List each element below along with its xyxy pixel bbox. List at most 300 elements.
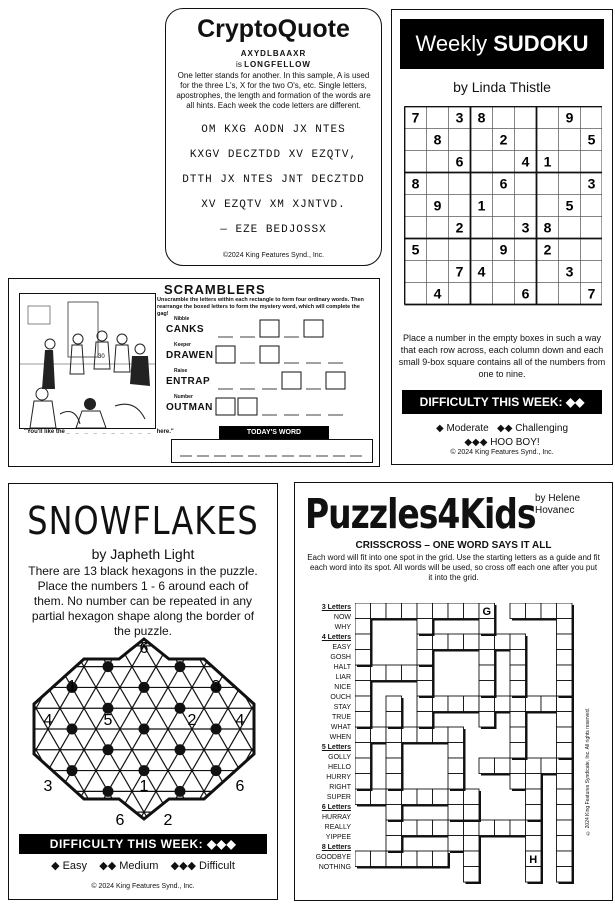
sudoku-cell[interactable]: [493, 283, 515, 305]
crisscross-cell[interactable]: [526, 789, 542, 805]
crisscross-cell[interactable]: [495, 696, 511, 712]
crisscross-cell[interactable]: [448, 696, 464, 712]
crisscross-cell[interactable]: [386, 603, 402, 619]
crisscross-cell[interactable]: [479, 681, 495, 697]
crisscross-cell[interactable]: [448, 634, 464, 650]
crisscross-cell[interactable]: [479, 820, 495, 836]
crisscross-cell[interactable]: [402, 851, 418, 867]
word-list-item: SUPER: [326, 794, 351, 801]
sudoku-cell[interactable]: [581, 195, 603, 217]
sudoku-given-digit: 7: [411, 109, 420, 126]
crisscross-cell[interactable]: [371, 789, 387, 805]
crisscross-cell[interactable]: [371, 727, 387, 743]
sudoku-cell[interactable]: [405, 107, 427, 129]
crisscross-cell[interactable]: [510, 665, 526, 681]
crisscross-grid[interactable]: [355, 603, 580, 893]
crisscross-cell[interactable]: [448, 774, 464, 790]
crisscross-cell[interactable]: [510, 712, 526, 728]
snowflake-given-number: 6: [235, 778, 245, 795]
crisscross-cell[interactable]: [355, 774, 371, 790]
scrambler-word: DRAWEN: [166, 350, 214, 361]
crisscross-cell[interactable]: [386, 727, 402, 743]
sudoku-cell[interactable]: [559, 107, 581, 129]
sudoku-cell[interactable]: [537, 107, 559, 129]
sudoku-cell[interactable]: [515, 217, 537, 239]
snowflake-given-number: 4: [235, 712, 245, 729]
crisscross-cell[interactable]: [433, 820, 449, 836]
sudoku-cell[interactable]: [515, 129, 537, 151]
crisscross-cell[interactable]: [464, 789, 480, 805]
crisscross-cell[interactable]: [433, 603, 449, 619]
black-hexagon-center: [67, 724, 78, 735]
crisscross-cell[interactable]: [526, 758, 542, 774]
crisscross-cell[interactable]: [479, 665, 495, 681]
crisscross-cell[interactable]: [386, 851, 402, 867]
sudoku-given-digit: 9: [433, 197, 442, 214]
sudoku-cell[interactable]: [427, 217, 449, 239]
sudoku-cell[interactable]: [559, 283, 581, 305]
crisscross-cell[interactable]: [557, 867, 573, 883]
crisscross-cell[interactable]: [433, 727, 449, 743]
crisscross-cell[interactable]: [386, 820, 402, 836]
sudoku-cell[interactable]: [449, 283, 471, 305]
sudoku-cell[interactable]: [471, 283, 493, 305]
sudoku-cell[interactable]: [471, 217, 493, 239]
quote-end: here.": [156, 429, 174, 435]
word-list-item: YIPPEE: [325, 834, 351, 841]
sudoku-cell[interactable]: [581, 129, 603, 151]
sudoku-cell[interactable]: [581, 239, 603, 261]
sudoku-cell[interactable]: [493, 151, 515, 173]
crisscross-cell[interactable]: [386, 743, 402, 759]
sudoku-cell[interactable]: [427, 151, 449, 173]
sudoku-cell[interactable]: [449, 151, 471, 173]
todays-word-label: TODAY'S WORD: [219, 426, 329, 439]
sudoku-given-digit: 2: [455, 219, 464, 236]
crisscross-cell[interactable]: [386, 805, 402, 821]
crisscross-cell[interactable]: [371, 665, 387, 681]
sudoku-cell[interactable]: [537, 173, 559, 195]
kids-vertical-copyright: © 2024 King Features Syndicate, Inc. All rights reserved.: [585, 708, 591, 836]
sudoku-cell[interactable]: [537, 261, 559, 283]
sudoku-cell[interactable]: [471, 151, 493, 173]
snowflakes-title: SNOWFLAKES: [27, 498, 259, 544]
sudoku-cell[interactable]: [449, 173, 471, 195]
crisscross-cell[interactable]: [526, 805, 542, 821]
sudoku-cell[interactable]: [515, 151, 537, 173]
crisscross-cell[interactable]: [510, 681, 526, 697]
sudoku-cell[interactable]: [449, 195, 471, 217]
sudoku-given-digit: 2: [543, 241, 552, 258]
sudoku-given-digit: 4: [521, 153, 530, 170]
sudoku-given-digit: 8: [477, 109, 486, 126]
black-hexagon-center: [211, 724, 222, 735]
sudoku-cell[interactable]: [515, 173, 537, 195]
crisscross-cell[interactable]: [355, 681, 371, 697]
sudoku-instructions: Place a number in the empty boxes in such a way that each row across, each column down and each small 9-box square contains all of the numbers from one to nine.: [398, 333, 606, 379]
sudoku-cell[interactable]: [581, 173, 603, 195]
sudoku-given-digit: 6: [455, 153, 464, 170]
sudoku-cell[interactable]: [471, 239, 493, 261]
scrambler-word: ENTRAP: [166, 376, 211, 387]
sudoku-cell[interactable]: [581, 217, 603, 239]
word-list-item: HURRY: [326, 774, 351, 781]
crisscross-cell[interactable]: [541, 603, 557, 619]
sudoku-cell[interactable]: [427, 107, 449, 129]
crisscross-cell[interactable]: [495, 758, 511, 774]
snowflake-given-number: 4: [43, 712, 53, 729]
sudoku-cell[interactable]: [405, 239, 427, 261]
sudoku-cell[interactable]: [559, 151, 581, 173]
kids-instructions: Each word will fit into one spot in the grid. Use the starting letters as a guide and fit each word into its spot. All words will be used, so cross off each one after you put it into the grid.: [307, 553, 600, 582]
level-hooboy: ◆◆◆ HOO BOY!: [464, 437, 540, 448]
snowflake-given-number: 3: [211, 678, 221, 695]
sudoku-cell[interactable]: [515, 239, 537, 261]
crisscross-cell[interactable]: [355, 789, 371, 805]
crisscross-cell[interactable]: [448, 758, 464, 774]
crisscross-cell[interactable]: [510, 758, 526, 774]
sudoku-cell[interactable]: [449, 239, 471, 261]
word-list-item: HELLO: [328, 764, 351, 771]
crisscross-cell[interactable]: [371, 603, 387, 619]
crisscross-cell[interactable]: [402, 789, 418, 805]
sudoku-cell[interactable]: [449, 107, 471, 129]
black-hexagon-center: [139, 724, 150, 735]
crisscross-cell[interactable]: [479, 619, 495, 635]
crisscross-cell[interactable]: [355, 634, 371, 650]
sudoku-cell[interactable]: [559, 173, 581, 195]
scrambler-answer-blanks[interactable]: [214, 345, 364, 367]
sudoku-cell[interactable]: [449, 261, 471, 283]
crisscross-cell[interactable]: [448, 743, 464, 759]
sudoku-levels: [392, 422, 612, 450]
crisscross-cell[interactable]: [479, 634, 495, 650]
sudoku-cell[interactable]: [559, 129, 581, 151]
crisscross-cell[interactable]: [417, 789, 433, 805]
sudoku-cell[interactable]: [427, 261, 449, 283]
crisscross-cell[interactable]: [417, 820, 433, 836]
sudoku-cell[interactable]: [405, 173, 427, 195]
crisscross-cell[interactable]: [402, 665, 418, 681]
cryptoquote-instructions: One letter stands for another. In this sample, A is used for the three L's, X for the two O's, etc. Single letters, apostrophes, the length and formation of the words are all hints. Each week the code letters are different.: [176, 71, 371, 110]
crisscross-cell[interactable]: [464, 851, 480, 867]
sudoku-cell[interactable]: [493, 195, 515, 217]
sudoku-given-digit: 9: [565, 109, 574, 126]
sudoku-byline: by Linda Thistle: [453, 79, 551, 95]
crisscross-cell[interactable]: [433, 851, 449, 867]
crisscross-cell[interactable]: [433, 634, 449, 650]
sudoku-cell[interactable]: [405, 261, 427, 283]
sudoku-cell[interactable]: [405, 129, 427, 151]
sudoku-cell[interactable]: [427, 283, 449, 305]
crisscross-cell[interactable]: [495, 820, 511, 836]
crisscross-cell[interactable]: [510, 774, 526, 790]
crisscross-cell[interactable]: [557, 619, 573, 635]
crisscross-cell[interactable]: [526, 836, 542, 852]
sudoku-cell[interactable]: [471, 173, 493, 195]
sudoku-cell[interactable]: [515, 107, 537, 129]
sudoku-cell[interactable]: [537, 151, 559, 173]
black-hexagon-center: [139, 682, 150, 693]
black-hexagon-center: [211, 765, 222, 776]
crisscross-cell[interactable]: [510, 634, 526, 650]
sudoku-given-digit: 3: [455, 109, 464, 126]
crisscross-cell[interactable]: [557, 774, 573, 790]
crisscross-cell[interactable]: [464, 805, 480, 821]
snowflakes-panel: [8, 483, 278, 900]
sudoku-cell[interactable]: [537, 239, 559, 261]
sudoku-cell[interactable]: [559, 195, 581, 217]
black-hexagon-center: [103, 661, 114, 672]
cryptoquote-line: — EZE BEDJOSSX: [220, 224, 327, 236]
crisscross-cell[interactable]: [557, 650, 573, 666]
crisscross-cell[interactable]: [355, 603, 371, 619]
crisscross-cell[interactable]: [495, 634, 511, 650]
example-answer: LONGFELLOW: [244, 60, 311, 69]
kids-word-list: [303, 603, 351, 873]
crisscross-cell[interactable]: [448, 727, 464, 743]
sudoku-cell[interactable]: [449, 129, 471, 151]
word-group-heading: 5 Letters: [321, 744, 351, 751]
crisscross-cell[interactable]: [386, 836, 402, 852]
crisscross-cell[interactable]: [526, 820, 542, 836]
crisscross-cell[interactable]: [386, 712, 402, 728]
sudoku-cell[interactable]: [493, 173, 515, 195]
crisscross-cell[interactable]: [417, 851, 433, 867]
cryptoquote-line: OM KXG AODN JX NTES: [201, 124, 346, 136]
sudoku-given-digit: 3: [587, 175, 596, 192]
crisscross-cell[interactable]: [557, 665, 573, 681]
sudoku-cell[interactable]: [581, 261, 603, 283]
crisscross-cell[interactable]: [448, 789, 464, 805]
crisscross-cell[interactable]: [526, 774, 542, 790]
crisscross-cell[interactable]: [557, 634, 573, 650]
cryptoquote-line: XV EZQTV XM XJNTVD.: [201, 199, 346, 211]
crisscross-cell[interactable]: [464, 867, 480, 883]
crisscross-cell[interactable]: [371, 851, 387, 867]
black-hexagon-center: [103, 744, 114, 755]
crisscross-cell[interactable]: [402, 727, 418, 743]
crisscross-cell[interactable]: [510, 727, 526, 743]
crisscross-cell[interactable]: [557, 805, 573, 821]
sudoku-cell[interactable]: [515, 261, 537, 283]
crisscross-cell[interactable]: [402, 820, 418, 836]
crisscross-cell[interactable]: [355, 665, 371, 681]
sudoku-cell[interactable]: [405, 217, 427, 239]
crisscross-cell[interactable]: [433, 696, 449, 712]
crisscross-cell[interactable]: [417, 681, 433, 697]
crisscross-cell[interactable]: [448, 820, 464, 836]
sudoku-cell[interactable]: [515, 283, 537, 305]
crisscross-cell[interactable]: [510, 743, 526, 759]
crisscross-cell[interactable]: [448, 805, 464, 821]
scrambler-answer-blanks[interactable]: [214, 371, 364, 393]
word-list-item: LIAR: [335, 674, 351, 681]
crisscross-cell[interactable]: [557, 696, 573, 712]
crisscross-cell[interactable]: [464, 603, 480, 619]
crisscross-cell[interactable]: [417, 696, 433, 712]
sudoku-title-bold: SUDOKU: [493, 31, 589, 56]
crisscross-cell[interactable]: [417, 665, 433, 681]
crisscross-cell[interactable]: [557, 820, 573, 836]
crisscross-cell[interactable]: [386, 758, 402, 774]
crisscross-cell[interactable]: [355, 758, 371, 774]
sudoku-cell[interactable]: [493, 107, 515, 129]
sudoku-cell[interactable]: [493, 261, 515, 283]
crisscross-cell[interactable]: [355, 743, 371, 759]
crisscross-cell[interactable]: [417, 603, 433, 619]
crisscross-cell[interactable]: [464, 820, 480, 836]
crisscross-cell[interactable]: [510, 820, 526, 836]
sudoku-cell[interactable]: [405, 283, 427, 305]
crisscross-cell[interactable]: [386, 774, 402, 790]
scrambler-word: OUTMAN: [166, 402, 213, 413]
todays-word-box[interactable]: [171, 439, 373, 463]
crisscross-cell[interactable]: [386, 665, 402, 681]
crisscross-cell[interactable]: [417, 650, 433, 666]
word-list-item: EASY: [332, 644, 351, 651]
crisscross-cell[interactable]: [557, 681, 573, 697]
crisscross-cell[interactable]: [355, 727, 371, 743]
sudoku-cell[interactable]: [537, 195, 559, 217]
sudoku-cell[interactable]: [427, 173, 449, 195]
word-group-heading: 4 Letters: [321, 634, 351, 641]
sudoku-cell[interactable]: [537, 283, 559, 305]
example-code: AXYDLBAAXR: [240, 49, 307, 58]
crisscross-cell[interactable]: [479, 650, 495, 666]
crisscross-cell[interactable]: [526, 696, 542, 712]
sudoku-cell[interactable]: [471, 195, 493, 217]
sudoku-cell[interactable]: [559, 261, 581, 283]
crisscross-cell[interactable]: [557, 743, 573, 759]
crisscross-cell[interactable]: [386, 696, 402, 712]
sudoku-given-digit: 7: [455, 263, 464, 280]
black-hexagon-center: [175, 703, 186, 714]
scramblers-title: SCRAMBLERS: [164, 282, 266, 297]
word-list-item: NOTHING: [318, 864, 351, 871]
crisscross-cell[interactable]: [510, 696, 526, 712]
crisscross-cell[interactable]: [479, 758, 495, 774]
crisscross-cell[interactable]: [557, 851, 573, 867]
crisscross-cell[interactable]: [448, 836, 464, 852]
scramblers-quote: "You'll like the _ _ _ _ _ _ _ _ _ _ here.": [24, 429, 174, 435]
word-list-item: WHAT: [330, 724, 351, 731]
crisscross-cell[interactable]: [417, 712, 433, 728]
svg-text:30: 30: [98, 354, 105, 360]
sudoku-cell[interactable]: [449, 217, 471, 239]
word-group-heading: 6 Letters: [321, 804, 351, 811]
sudoku-cell[interactable]: [537, 129, 559, 151]
sudoku-cell[interactable]: [427, 195, 449, 217]
crisscross-cell[interactable]: [541, 696, 557, 712]
crisscross-cell[interactable]: [479, 696, 495, 712]
sudoku-cell[interactable]: [405, 151, 427, 173]
sudoku-given-digit: 8: [543, 219, 552, 236]
crisscross-cell[interactable]: [464, 696, 480, 712]
word-list-item: NOW: [333, 614, 351, 621]
crisscross-cell[interactable]: [464, 836, 480, 852]
crisscross-cell[interactable]: [557, 603, 573, 619]
sudoku-cell[interactable]: [427, 239, 449, 261]
crisscross-cell[interactable]: [433, 789, 449, 805]
sudoku-given-digit: 5: [411, 241, 420, 258]
sudoku-cell[interactable]: [559, 239, 581, 261]
crisscross-cell[interactable]: [557, 789, 573, 805]
crisscross-cell[interactable]: [355, 851, 371, 867]
crisscross-cell[interactable]: [417, 634, 433, 650]
scrambler-answer-blanks[interactable]: [214, 319, 364, 341]
crisscross-cell[interactable]: [510, 650, 526, 666]
cartoon-illustration: [19, 293, 156, 429]
snowflakes-levels: [9, 859, 277, 872]
sudoku-cell[interactable]: [405, 195, 427, 217]
crisscross-cell[interactable]: [510, 603, 526, 619]
sudoku-given-digit: 1: [543, 153, 552, 170]
sudoku-grid[interactable]: [404, 106, 602, 324]
sudoku-cell[interactable]: [471, 129, 493, 151]
crisscross-cell[interactable]: [448, 603, 464, 619]
snowflake-given-number: 5: [103, 712, 113, 729]
sudoku-cell[interactable]: [581, 283, 603, 305]
crisscross-cell[interactable]: [355, 712, 371, 728]
example-is: is: [236, 60, 242, 69]
crisscross-cell[interactable]: [355, 619, 371, 635]
word-list-item: OUCH: [330, 694, 351, 701]
sudoku-given-digit: 5: [587, 131, 596, 148]
crisscross-cell[interactable]: [355, 650, 371, 666]
sudoku-cell[interactable]: [493, 239, 515, 261]
sudoku-cell[interactable]: [559, 217, 581, 239]
crisscross-cell[interactable]: [479, 712, 495, 728]
scrambler-clue: Raise: [174, 368, 188, 374]
sudoku-cell[interactable]: [427, 129, 449, 151]
word-group-heading: 8 Letters: [321, 844, 351, 851]
crisscross-cell[interactable]: [526, 603, 542, 619]
crisscross-cell[interactable]: [526, 867, 542, 883]
sudoku-cell[interactable]: [515, 195, 537, 217]
crisscross-cell[interactable]: [417, 727, 433, 743]
crisscross-cell[interactable]: [541, 758, 557, 774]
word-list-item: TRUE: [331, 714, 351, 721]
sudoku-cell[interactable]: [493, 217, 515, 239]
quote-start: "You'll like the: [24, 429, 65, 435]
word-group-heading: 3 Letters: [321, 604, 351, 611]
level-medium: ◆◆ Medium: [99, 860, 159, 872]
snowflakes-copyright: © 2024 King Features Synd., Inc.: [91, 883, 195, 890]
snowflake-hex-grid[interactable]: [23, 629, 265, 829]
scrambler-answer-blanks[interactable]: [214, 397, 364, 419]
crisscross-cell[interactable]: [557, 836, 573, 852]
sudoku-cell[interactable]: [471, 107, 493, 129]
sudoku-cell[interactable]: [537, 217, 559, 239]
scrambler-clue: Number: [174, 394, 193, 400]
crisscross-cell[interactable]: [402, 603, 418, 619]
crisscross-cell[interactable]: [417, 619, 433, 635]
level-easy: ◆ Easy: [51, 860, 88, 872]
crisscross-cell[interactable]: [557, 727, 573, 743]
crisscross-cell[interactable]: [386, 789, 402, 805]
crisscross-cell[interactable]: [355, 696, 371, 712]
puzzles4kids-panel: [294, 482, 613, 901]
sudoku-given-digit: 4: [433, 285, 442, 302]
sudoku-cell[interactable]: [581, 107, 603, 129]
sudoku-cell[interactable]: [581, 151, 603, 173]
crisscross-cell[interactable]: [557, 758, 573, 774]
sudoku-cell[interactable]: [493, 129, 515, 151]
sudoku-cell[interactable]: [471, 261, 493, 283]
crisscross-cell[interactable]: [464, 634, 480, 650]
crisscross-cell[interactable]: [557, 712, 573, 728]
